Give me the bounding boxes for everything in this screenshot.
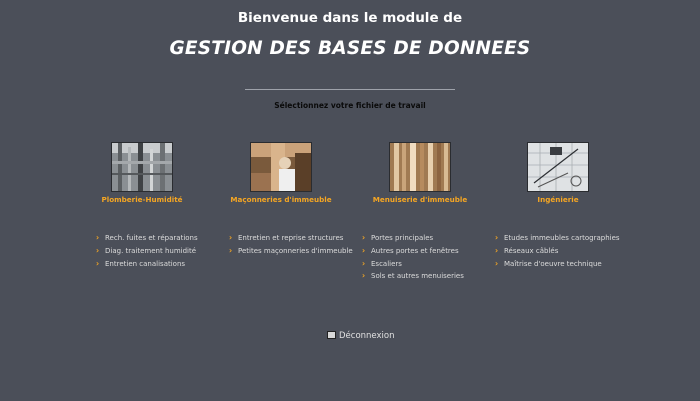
list-item[interactable]: [495, 258, 620, 271]
logout-icon: [327, 331, 336, 339]
module-plomberie[interactable]: [72, 142, 212, 204]
plumbing-photo-icon[interactable]: [111, 142, 173, 192]
chevron-right-icon: ›: [362, 245, 366, 255]
list-item[interactable]: [495, 232, 620, 245]
list-item[interactable]: [362, 270, 464, 283]
welcome-text: Bienvenue dans le module de: [237, 10, 463, 26]
masonry-photo-icon[interactable]: [250, 142, 312, 192]
list-item[interactable]: [96, 245, 198, 258]
list-item[interactable]: [362, 258, 464, 271]
list-item[interactable]: [229, 245, 353, 258]
logout-label: Déconnexion: [339, 331, 395, 341]
list-item-label: Petites maçonneries d'immeuble: [238, 246, 353, 255]
list-item-label: Maîtrise d'oeuvre technique: [504, 259, 602, 268]
list-item-label: Entretien et reprise structures: [238, 234, 344, 242]
chevron-right-icon: ›: [495, 233, 499, 242]
page-title: GESTION DES BASES DE DONNEES: [169, 38, 531, 59]
chevron-right-icon: ›: [362, 258, 366, 268]
module-menuiserie[interactable]: [350, 142, 490, 204]
chevron-right-icon: ›: [362, 233, 366, 242]
list-item-label: Réseaux câblés: [504, 246, 559, 255]
carpentry-photo-icon[interactable]: [389, 142, 451, 192]
chevron-right-icon: ›: [495, 245, 499, 255]
list-item-label: Autres portes et fenêtres: [371, 246, 459, 255]
ingenierie-links: [495, 232, 620, 270]
chevron-right-icon: ›: [495, 258, 499, 268]
list-item-label: Rech. fuites et réparations: [105, 234, 198, 242]
module-ingenierie[interactable]: [488, 142, 628, 204]
module-maconneries[interactable]: [211, 142, 351, 204]
engineering-photo-icon[interactable]: [527, 142, 589, 192]
chevron-right-icon: ›: [362, 271, 366, 281]
select-file-prompt: Sélectionnez votre fichier de travail: [274, 101, 426, 110]
divider: [245, 89, 455, 90]
list-item-label: Sols et autres menuiseries: [371, 272, 464, 281]
list-item[interactable]: [96, 258, 198, 271]
list-item-label: Diag. traitement humidité: [105, 246, 197, 255]
list-item-label: Portes principales: [371, 234, 434, 242]
list-item-label: Etudes immeubles cartographies: [504, 234, 620, 242]
list-item[interactable]: [362, 245, 464, 258]
plomberie-links: [96, 232, 198, 270]
list-item[interactable]: [362, 232, 464, 245]
maconneries-links: [229, 232, 353, 258]
list-item[interactable]: [229, 232, 353, 245]
logout-link[interactable]: [327, 331, 394, 341]
module-label[interactable]: Ingénierie: [537, 195, 579, 204]
chevron-right-icon: ›: [229, 233, 233, 242]
chevron-right-icon: ›: [96, 233, 100, 242]
menuiserie-links: [362, 232, 464, 283]
chevron-right-icon: ›: [229, 245, 233, 255]
module-label[interactable]: Menuiserie d'immeuble: [372, 195, 468, 204]
list-item-label: Entretien canalisations: [105, 259, 186, 268]
module-label[interactable]: Maçonneries d'immeuble: [230, 195, 332, 204]
chevron-right-icon: ›: [96, 245, 100, 255]
list-item[interactable]: [96, 232, 198, 245]
module-label[interactable]: Plomberie-Humidité: [101, 195, 183, 204]
list-item-label: Escaliers: [371, 259, 402, 268]
list-item[interactable]: [495, 245, 620, 258]
chevron-right-icon: ›: [96, 258, 100, 268]
